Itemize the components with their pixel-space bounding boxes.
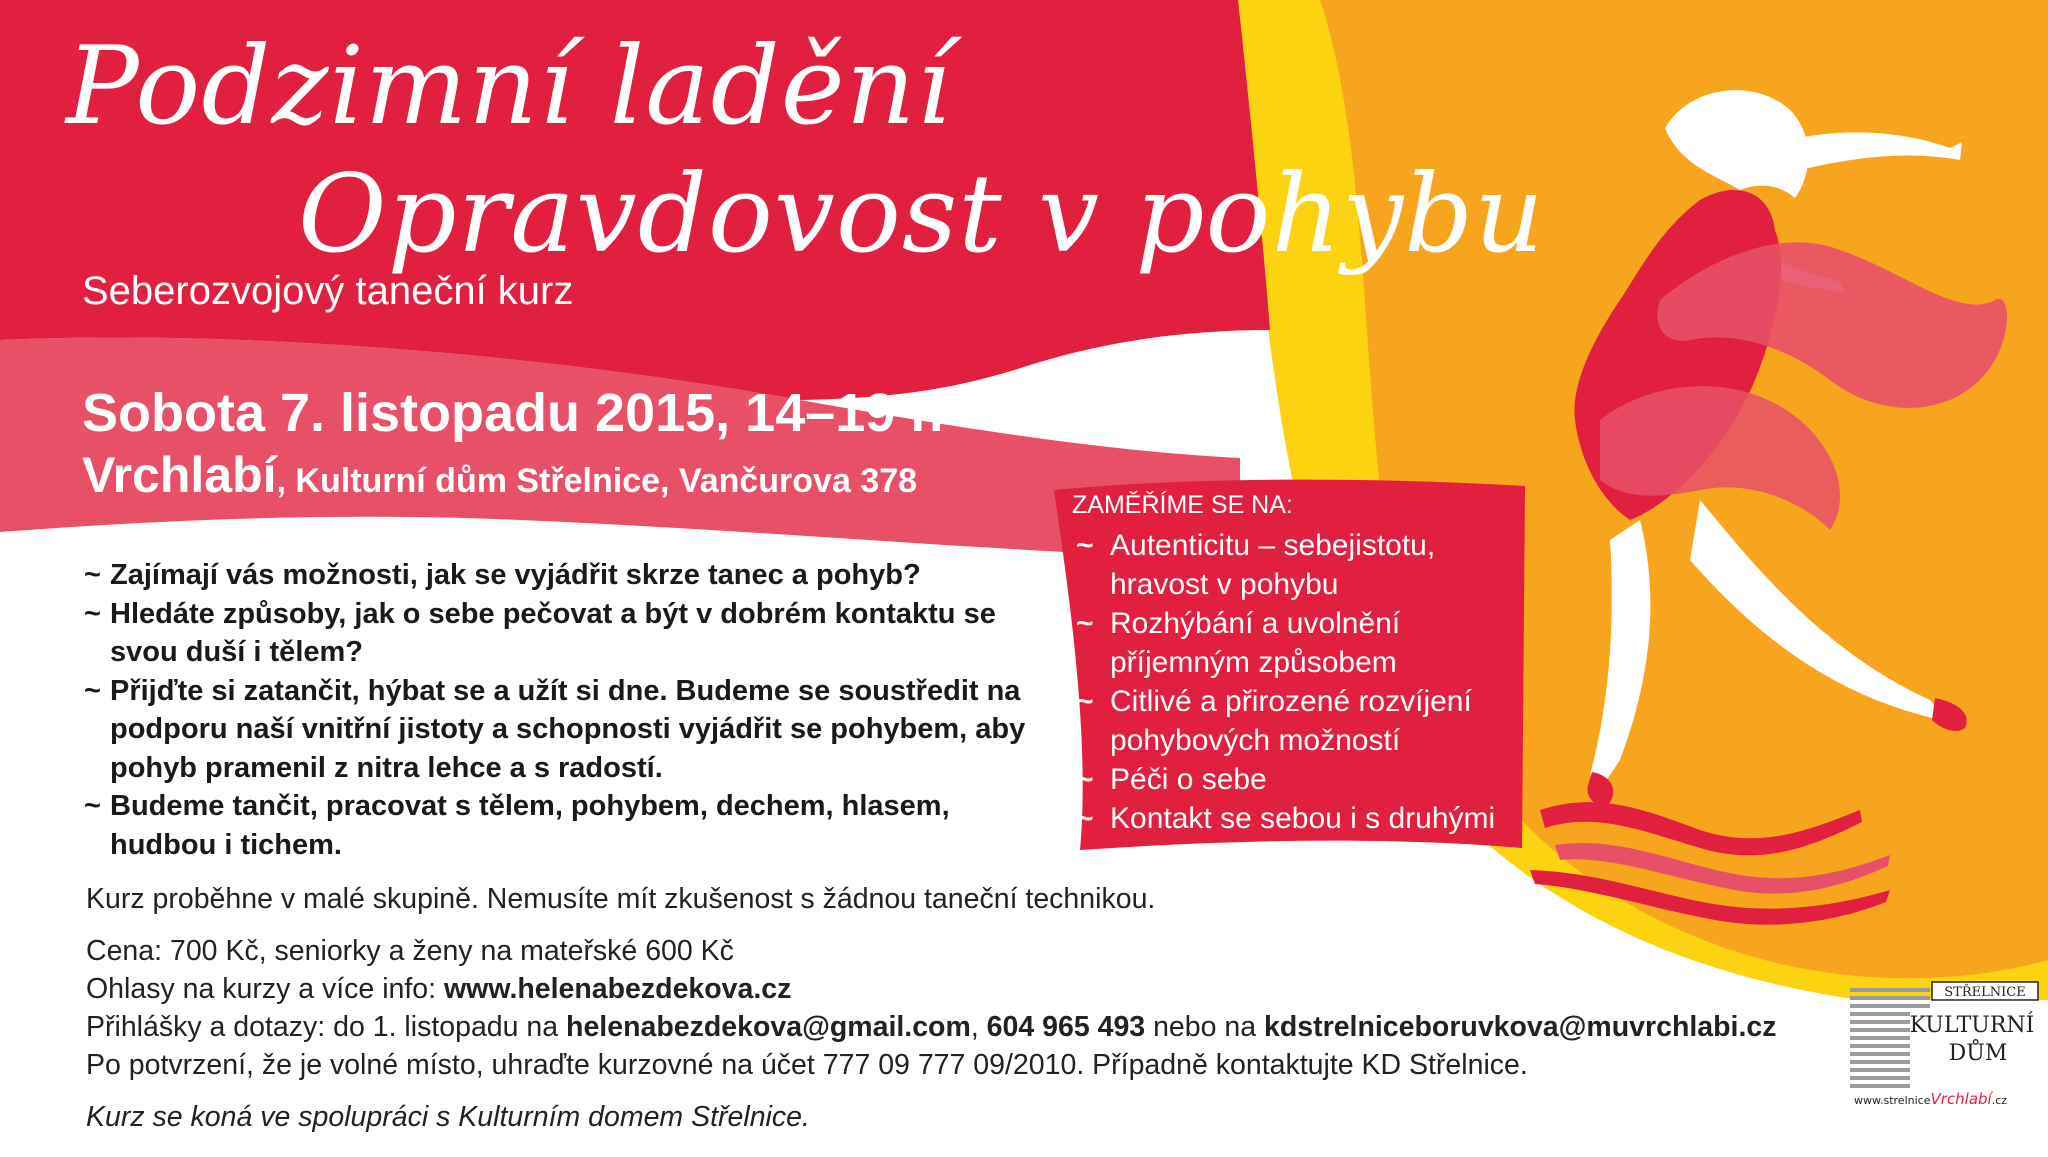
tilde-bullet-icon: ~ xyxy=(84,790,101,822)
logo-stripes xyxy=(1850,988,1930,1088)
list-item xyxy=(82,787,1042,864)
tilde-bullet-icon: ~ xyxy=(84,674,101,707)
web-line xyxy=(86,970,791,1008)
price-line: Cena: 700 Kč, seniorky a ženy na mateřské 600 Kč xyxy=(86,935,734,967)
email-link-2[interactable]: kdstrelniceboruvkova@muvrchlabi.cz xyxy=(1264,1011,1777,1043)
contact-prefix: Přihlášky a dotazy: do 1. listopadu na xyxy=(86,1011,567,1043)
list-item xyxy=(82,672,1042,788)
contact-mid: nebo na xyxy=(1145,1011,1265,1043)
contact-line xyxy=(86,1008,1777,1046)
logo-kulturni: KULTURNÍ xyxy=(1909,1013,2035,1038)
list-item xyxy=(1070,799,1540,838)
logo-dum: DŮM xyxy=(1948,1041,2008,1066)
list-item-text: Kontakt se sebou i s druhými xyxy=(1110,802,1496,835)
list-item xyxy=(82,595,1042,672)
tilde-bullet-icon: ~ xyxy=(1076,802,1094,835)
event-venue: , Kulturní dům Střelnice, Vančurova 378 xyxy=(276,462,918,500)
list-item xyxy=(1070,682,1540,760)
kd-strelnice-logo xyxy=(1850,980,2040,1112)
event-location xyxy=(82,446,917,517)
list-item xyxy=(1070,760,1540,799)
list-item-text: Rozhýbání a uvolnění příjemným způsobem xyxy=(1110,607,1401,679)
list-item-text: Zajímají vás možnosti, jak se vyjádřit skrze tanec a pohyb? xyxy=(110,559,921,591)
tilde-bullet-icon: ~ xyxy=(1076,763,1094,796)
title-line-2: Opravdovost v pohybu xyxy=(298,152,1545,277)
phone-number[interactable]: 604 965 493 xyxy=(986,1011,1146,1043)
payment-line: Po potvrzení, že je volné místo, uhraďte kurzovné na účet 777 09 777 09/2010. Případně kontaktujte KD Střelnice. xyxy=(86,1049,1528,1081)
logo-url-suffix: .cz xyxy=(1991,1094,2008,1107)
subtitle: Seberozvojový taneční kurz xyxy=(82,269,574,313)
group-note: Kurz proběhne v malé skupině. Nemusíte mít zkušenost s žádnou taneční technikou. xyxy=(86,883,1156,915)
list-item-text: Citlivé a přirozené rozvíjení pohybových možností xyxy=(1110,685,1472,757)
list-item-text: Autenticitu – sebejistotu, hravost v pohybu xyxy=(1110,529,1436,601)
list-item-text: Hledáte způsoby, jak o sebe pečovat a být v dobrém kontaktu se svou duší i tělem? xyxy=(110,597,996,668)
email-link[interactable]: helenabezdekova@gmail.com xyxy=(566,1011,971,1043)
focus-heading: ZAMĚŘÍME SE NA: xyxy=(1072,491,1293,519)
logo-top: STŘELNICE xyxy=(1944,985,2026,1000)
list-item xyxy=(1070,526,1540,604)
website-link[interactable]: www.helenabezdekova.cz xyxy=(444,973,792,1005)
tilde-bullet-icon: ~ xyxy=(1076,529,1094,562)
list-item-text: Přijďte si zatančit, hýbat se a užít si dne. Budeme se soustředit na podporu naší vnitřní jistoty a schopnosti vyjádřit se pohybem, aby pohyb pramenil z nitra lehce a s radostí. xyxy=(110,674,1026,784)
question-list xyxy=(82,556,1042,864)
logo-url xyxy=(1854,1090,2007,1108)
title-line-1: Podzimní ladění xyxy=(66,24,952,149)
cooperation-line: Kurz se koná ve spolupráci s Kulturním domem Střelnice. xyxy=(86,1101,810,1133)
event-date: Sobota 7. listopadu 2015, 14–19 h xyxy=(82,383,944,443)
focus-list xyxy=(1070,526,1540,838)
list-item xyxy=(1070,604,1540,682)
list-item xyxy=(82,556,1042,595)
tilde-bullet-icon: ~ xyxy=(1076,685,1094,718)
contact-separator: , xyxy=(970,1011,987,1043)
tilde-bullet-icon: ~ xyxy=(1076,607,1094,640)
web-prefix: Ohlasy na kurzy a více info: xyxy=(86,973,444,1005)
logo-url-prefix: www.strelnice xyxy=(1854,1094,1931,1107)
event-city: Vrchlabí xyxy=(82,447,277,503)
list-item-text: Péči o sebe xyxy=(1110,763,1267,796)
logo-url-city: Vrchlabí xyxy=(1930,1090,1992,1108)
tilde-bullet-icon: ~ xyxy=(84,559,101,591)
list-item-text: Budeme tančit, pracovat s tělem, pohybem, dechem, hlasem, hudbou i tichem. xyxy=(110,790,950,861)
tilde-bullet-icon: ~ xyxy=(84,597,101,630)
